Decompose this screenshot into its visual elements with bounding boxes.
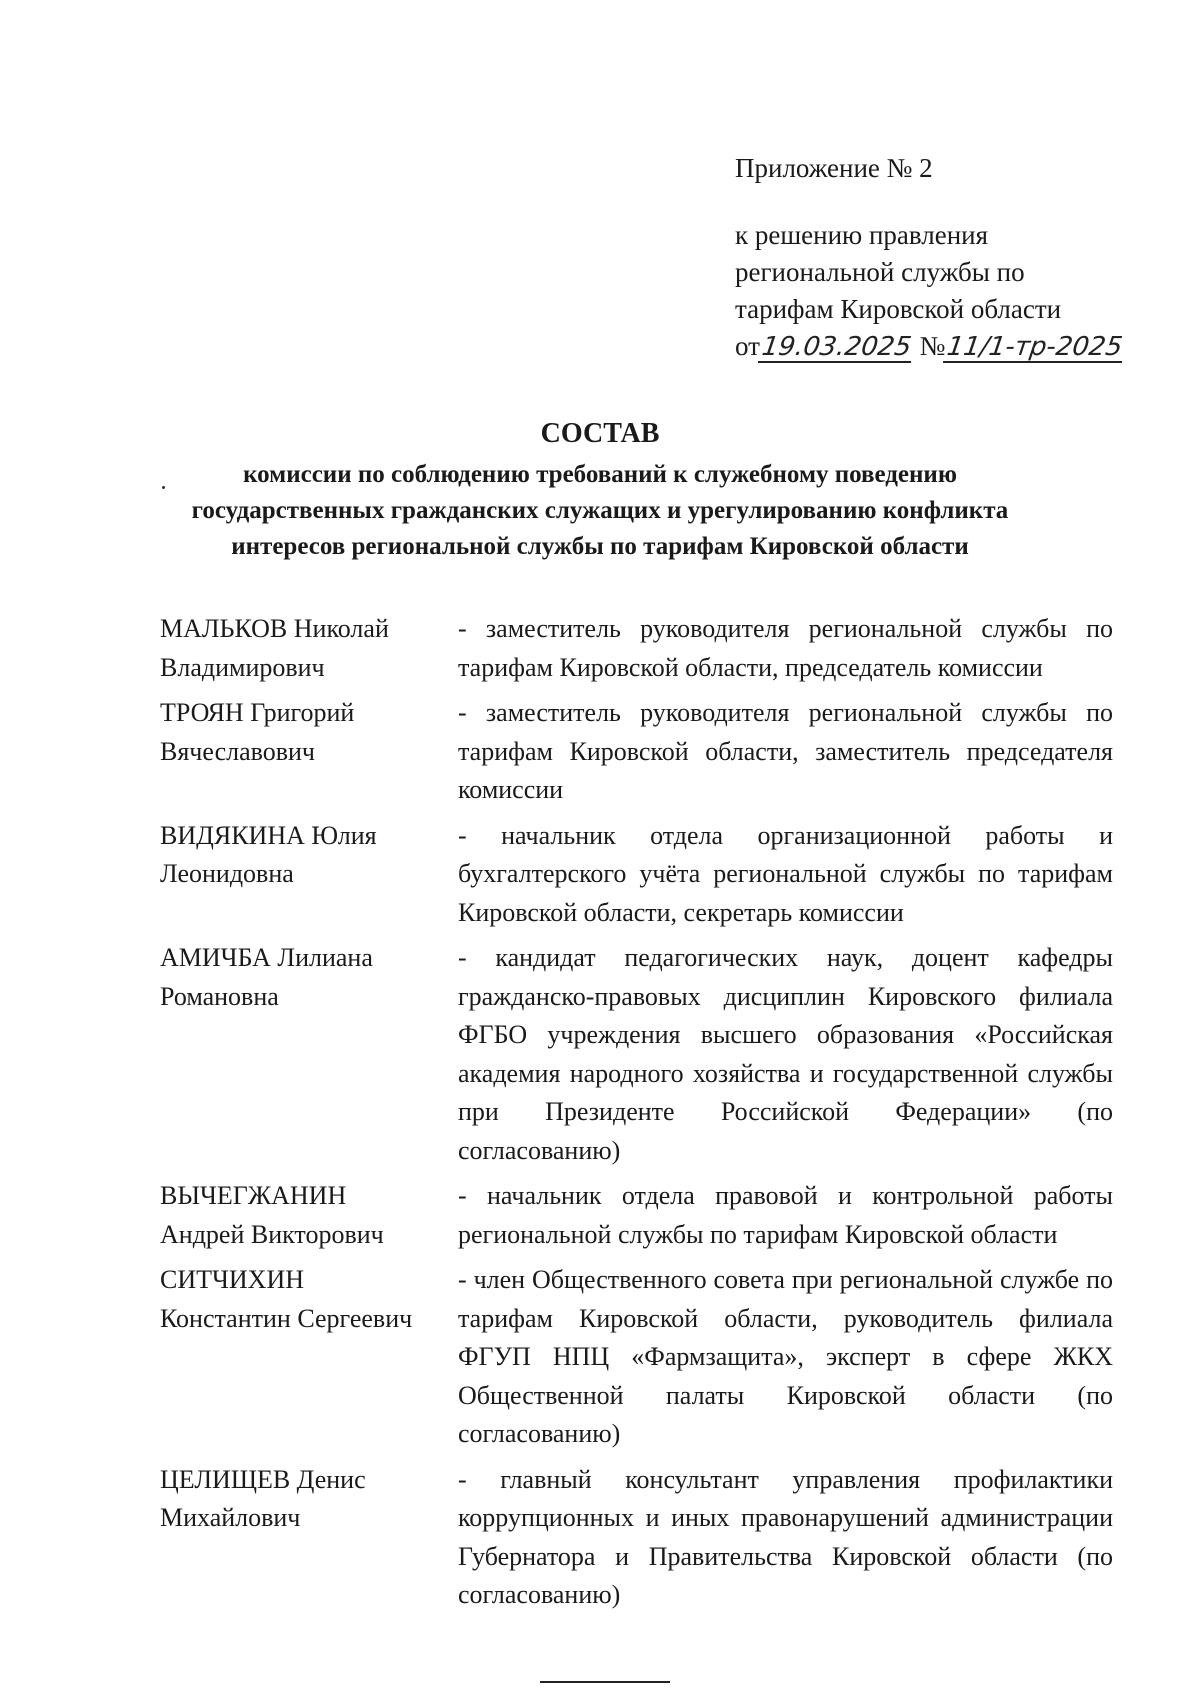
handwritten-number: 11/1-тр-2025 xyxy=(943,333,1126,363)
member-name: АМИЧБА Лилиана Романовна xyxy=(160,943,373,1011)
document-subtitle: комиссии по соблюдению требований к служебному поведению государственных гражданских служащих и урегулированию конфликта интересов региональной службы по тарифам Кировской области xyxy=(191,461,1009,560)
date-prefix: от xyxy=(735,331,760,361)
member-row xyxy=(160,939,1120,1170)
member-name: ТРОЯН Григорий Вячеславович xyxy=(160,698,355,766)
appendix-line: к решению правления xyxy=(735,220,989,250)
member-name: ЦЕЛИЩЕВ Денис Михайлович xyxy=(160,1464,366,1532)
member-role: - заместитель руководителя региональной службы по тарифам Кировской области, председатель комиссии xyxy=(458,614,1113,682)
member-role: - начальник отдела организационной работы и бухгалтерского учёта региональной службы по тарифам Кировской области, секретарь комиссии xyxy=(458,820,1113,927)
member-role: - член Общественного совета при региональной службе по тарифам Кировской области, руководитель филиала ФГУП НПЦ «Фармзащита», эксперт в сфере ЖКХ Общественной палаты Кировской области (по согласованию) xyxy=(458,1265,1113,1448)
member-row xyxy=(160,694,1120,810)
member-name: ВИДЯКИНА Юлия Леонидовна xyxy=(160,820,377,888)
appendix-line: тарифам Кировской области xyxy=(735,294,1062,324)
member-row xyxy=(160,817,1120,933)
member-role: - кандидат педагогических наук, доцент кафедры гражданско-правовых дисциплин Кировского филиала ФГБО учреждения высшего образования «Российская академия народного хозяйства и государственной службы при Президенте Российской Федерации» (по согласованию) xyxy=(458,943,1113,1165)
members-list xyxy=(160,610,1120,1622)
date-number-line xyxy=(735,328,1124,365)
title-block xyxy=(0,415,1200,565)
member-role: - заместитель руководителя региональной службы по тарифам Кировской области, заместитель председателя комиссии xyxy=(458,698,1113,804)
closing-rule xyxy=(540,1681,670,1683)
member-name: СИТЧИХИН Константин Сергеевич xyxy=(160,1265,413,1333)
member-row xyxy=(160,1461,1120,1615)
member-role: - главный консультант управления профилактики коррупционных и иных правонарушений администрации Губернатора и Правительства Кировской области (по согласованию) xyxy=(458,1464,1113,1609)
member-row xyxy=(160,610,1120,687)
document-title: СОСТАВ xyxy=(540,418,660,449)
appendix-line: региональной службы по xyxy=(735,257,1025,287)
member-role: - начальник отдела правовой и контрольной работы региональной службы по тарифам Кировской области xyxy=(458,1181,1113,1249)
number-prefix: № xyxy=(919,331,946,361)
member-row xyxy=(160,1261,1120,1454)
handwritten-date: 19.03.2025 xyxy=(758,333,915,363)
appendix-number: Приложение № 2 xyxy=(735,153,933,183)
member-row xyxy=(160,1177,1120,1254)
member-name: МАЛЬКОВ Николай Владимирович xyxy=(160,614,389,682)
appendix-block xyxy=(735,150,1124,365)
member-name: ВЫЧЕГЖАНИН Андрей Викторович xyxy=(160,1181,384,1249)
